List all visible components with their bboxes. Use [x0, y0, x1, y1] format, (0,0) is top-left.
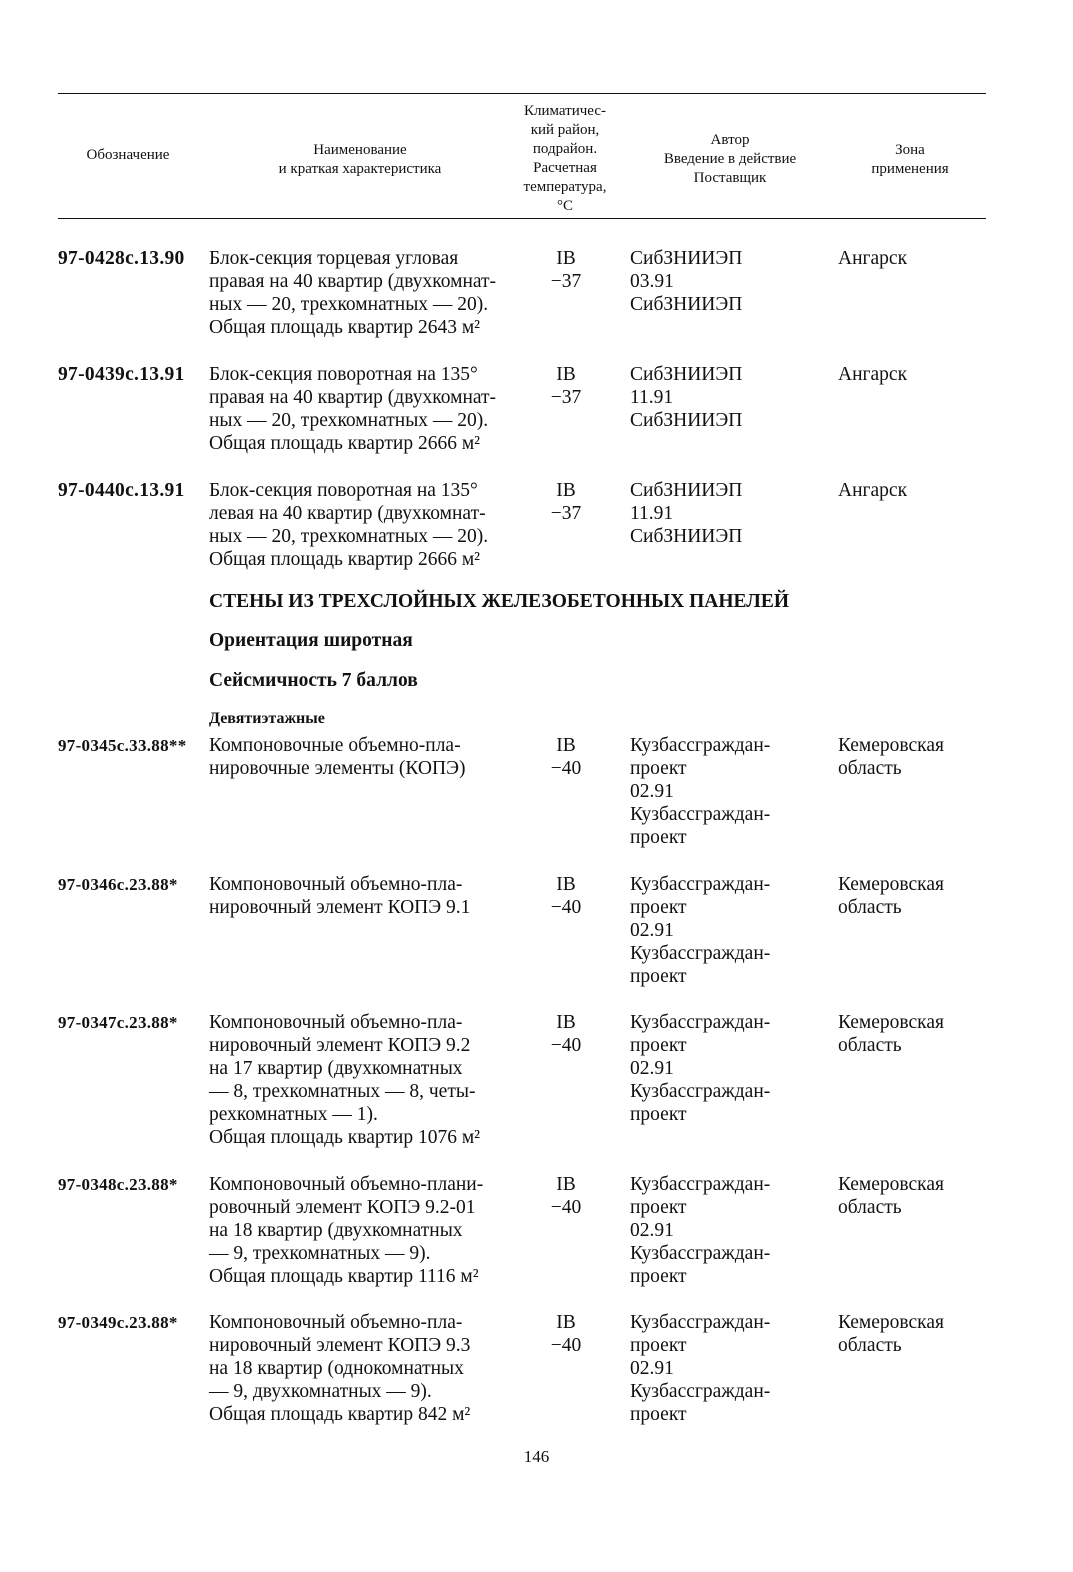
row-climate-line: IB: [556, 248, 576, 269]
row-code: 97-0440с.13.91: [58, 480, 185, 501]
row-name-line: нировочный элемент КОПЭ 9.3: [209, 1335, 471, 1356]
header-bottom-rule: [58, 218, 986, 219]
row-zone-line: Ангарск: [838, 248, 908, 269]
row-zone: [838, 1311, 944, 1357]
row-author-line: Кузбассграждан-: [630, 1081, 771, 1102]
row-author: [630, 363, 742, 432]
row-author: [630, 734, 770, 849]
row-name: [209, 1173, 483, 1288]
row-author-line: 02.91: [630, 1058, 674, 1079]
row-climate: [541, 479, 591, 525]
row-name-line: нировочный элемент КОПЭ 9.2: [209, 1035, 471, 1056]
row-zone-line: Кемеровская: [838, 874, 944, 895]
row-zone: [838, 1011, 944, 1057]
row-author-line: СибЗНИИЭП: [630, 248, 743, 269]
row-author-line: 02.91: [630, 1358, 674, 1379]
row-name-line: ных — 20, трехкомнатных — 20).: [209, 526, 489, 547]
header-climate: Климатичес- кий район, подрайон. Расчетная температура, °С: [523, 103, 607, 214]
row-climate: [541, 1311, 591, 1357]
row-author-line: 11.91: [630, 387, 674, 408]
header-zone: Зона применения: [871, 142, 949, 177]
row-name-line: Общая площадь квартир 1116 м²: [209, 1266, 479, 1287]
row-name-line: ровочный элемент КОПЭ 9.2-01: [209, 1197, 476, 1218]
row-zone-line: Кемеровская: [838, 1174, 944, 1195]
row-name-line: — 8, трехкомнатных — 8, четы-: [209, 1081, 476, 1102]
row-zone: [838, 734, 944, 780]
row-code: 97-0349с.23.88*: [58, 1313, 178, 1332]
row-author-line: Кузбассграждан-: [630, 874, 771, 895]
row-name-line: Общая площадь квартир 2666 м²: [209, 549, 481, 570]
row-name-line: Общая площадь квартир 1076 м²: [209, 1127, 481, 1148]
row-zone-line: Кемеровская: [838, 735, 944, 756]
row-name-line: рехкомнатных — 1).: [209, 1104, 378, 1125]
row-author-line: проект: [630, 1266, 687, 1287]
row-author-line: 02.91: [630, 920, 674, 941]
row-name-line: Общая площадь квартир 842 м²: [209, 1404, 471, 1425]
row-climate-line: −40: [550, 758, 582, 779]
row-author-line: СибЗНИИЭП: [630, 480, 743, 501]
section-heading-floors: Девятиэтажные: [209, 710, 325, 727]
row-zone: [838, 363, 907, 386]
row-author: [630, 873, 770, 988]
row-name: [209, 363, 496, 455]
row-climate-line: −40: [550, 1335, 582, 1356]
row-code: 97-0347с.23.88*: [58, 1013, 178, 1032]
row-name-line: Общая площадь квартир 2666 м²: [209, 433, 481, 454]
row-zone: [838, 479, 907, 502]
row-code: 97-0345с.33.88**: [58, 736, 187, 755]
row-climate-line: IB: [556, 1174, 576, 1195]
row-name: [209, 873, 470, 919]
row-author-line: Кузбассграждан-: [630, 1381, 771, 1402]
row-author-line: Кузбассграждан-: [630, 1312, 771, 1333]
row-name-line: Компоновочный объемно-пла-: [209, 874, 463, 895]
row-climate-line: IB: [556, 874, 576, 895]
row-name: [209, 479, 488, 571]
row-zone-line: область: [838, 897, 902, 918]
row-zone-line: область: [838, 1335, 902, 1356]
section-heading-seismic: Сейсмичность 7 баллов: [209, 670, 418, 691]
row-author-line: СибЗНИИЭП: [630, 526, 743, 547]
header-author: Автор Введение в действие Поставщик: [663, 132, 797, 186]
row-author-line: проект: [630, 1104, 687, 1125]
row-name-line: Блок-секция поворотная на 135°: [209, 364, 478, 385]
row-climate-line: −37: [550, 503, 582, 524]
row-climate: [541, 734, 591, 780]
row-author-line: СибЗНИИЭП: [630, 364, 743, 385]
row-name-line: на 18 квартир (однокомнатных: [209, 1358, 464, 1379]
row-name: [209, 247, 496, 339]
row-author-line: проект: [630, 1404, 687, 1425]
row-zone-line: Ангарск: [838, 480, 908, 501]
row-zone: [838, 873, 944, 919]
row-climate-line: −37: [550, 387, 582, 408]
row-author-line: проект: [630, 897, 687, 918]
row-author-line: 03.91: [630, 271, 674, 292]
row-zone-line: Ангарск: [838, 364, 908, 385]
row-name-line: левая на 40 квартир (двухкомнат-: [209, 503, 486, 524]
row-name-line: Компоновочный объемно-плани-: [209, 1174, 484, 1195]
section-heading-orientation: Ориентация широтная: [209, 630, 413, 651]
row-code: 97-0439с.13.91: [58, 364, 185, 385]
row-climate-line: −40: [550, 897, 582, 918]
row-climate-line: IB: [556, 1012, 576, 1033]
row-name-line: правая на 40 квартир (двухкомнат-: [209, 271, 497, 292]
row-zone-line: область: [838, 1197, 902, 1218]
row-name-line: Общая площадь квартир 2643 м²: [209, 317, 481, 338]
row-author: [630, 479, 742, 548]
row-climate: [541, 873, 591, 919]
row-climate: [541, 1173, 591, 1219]
row-name-line: Блок-секция торцевая угловая: [209, 248, 459, 269]
row-author: [630, 1173, 770, 1288]
row-climate-line: −40: [550, 1035, 582, 1056]
row-name-line: нировочный элемент КОПЭ 9.1: [209, 897, 471, 918]
row-climate-line: IB: [556, 735, 576, 756]
row-author-line: Кузбассграждан-: [630, 804, 771, 825]
row-zone-line: Кемеровская: [838, 1012, 944, 1033]
row-author: [630, 247, 742, 316]
row-author-line: Кузбассграждан-: [630, 735, 771, 756]
row-name-line: — 9, трехкомнатных — 9).: [209, 1243, 431, 1264]
row-zone-line: область: [838, 758, 902, 779]
row-name-line: Компоновочный объемно-пла-: [209, 1012, 463, 1033]
row-climate-line: IB: [556, 1312, 576, 1333]
header-code: Обозначение: [86, 147, 170, 163]
section-heading-walls: СТЕНЫ ИЗ ТРЕХСЛОЙНЫХ ЖЕЛЕЗОБЕТОННЫХ ПАНЕЛЕЙ: [209, 591, 790, 612]
row-name-line: на 18 квартир (двухкомнатных: [209, 1220, 463, 1241]
row-climate-line: −37: [550, 271, 582, 292]
row-author-line: СибЗНИИЭП: [630, 410, 743, 431]
row-climate: [541, 247, 591, 293]
row-zone: [838, 1173, 944, 1219]
row-author-line: Кузбассграждан-: [630, 1174, 771, 1195]
row-author-line: проект: [630, 966, 687, 987]
row-code: 97-0346с.23.88*: [58, 875, 178, 894]
row-climate-line: −40: [550, 1197, 582, 1218]
row-author-line: Кузбассграждан-: [630, 1012, 771, 1033]
row-climate-line: IB: [556, 480, 576, 501]
header-top-rule: [58, 93, 986, 94]
row-author-line: проект: [630, 1035, 687, 1056]
row-author: [630, 1311, 770, 1426]
row-author-line: проект: [630, 758, 687, 779]
row-author-line: проект: [630, 827, 687, 848]
row-name-line: правая на 40 квартир (двухкомнат-: [209, 387, 497, 408]
row-author-line: 02.91: [630, 781, 674, 802]
row-name-line: на 17 квартир (двухкомнатных: [209, 1058, 463, 1079]
row-author-line: 02.91: [630, 1220, 674, 1241]
row-zone-line: область: [838, 1035, 902, 1056]
row-name: [209, 734, 465, 780]
row-climate: [541, 1011, 591, 1057]
row-author-line: Кузбассграждан-: [630, 1243, 771, 1264]
row-name: [209, 1311, 470, 1426]
row-name-line: ных — 20, трехкомнатных — 20).: [209, 294, 489, 315]
row-zone: [838, 247, 907, 270]
row-name-line: Компоновочные объемно-пла-: [209, 735, 461, 756]
row-name: [209, 1011, 480, 1149]
row-author-line: проект: [630, 1197, 687, 1218]
row-name-line: Блок-секция поворотная на 135°: [209, 480, 478, 501]
row-author-line: Кузбассграждан-: [630, 943, 771, 964]
row-climate-line: IB: [556, 364, 576, 385]
row-climate: [541, 363, 591, 409]
row-author-line: 11.91: [630, 503, 674, 524]
row-name-line: — 9, двухкомнатных — 9).: [209, 1381, 432, 1402]
row-author-line: СибЗНИИЭП: [630, 294, 743, 315]
row-name-line: Компоновочный объемно-пла-: [209, 1312, 463, 1333]
page-number: 146: [523, 1447, 550, 1466]
row-code: 97-0428с.13.90: [58, 248, 185, 269]
row-code: 97-0348с.23.88*: [58, 1175, 178, 1194]
row-name-line: нировочные элементы (КОПЭ): [209, 758, 466, 779]
row-zone-line: Кемеровская: [838, 1312, 944, 1333]
row-name-line: ных — 20, трехкомнатных — 20).: [209, 410, 489, 431]
row-author: [630, 1011, 770, 1126]
row-author-line: проект: [630, 1335, 687, 1356]
header-name: Наименование и краткая характеристика: [278, 142, 442, 177]
